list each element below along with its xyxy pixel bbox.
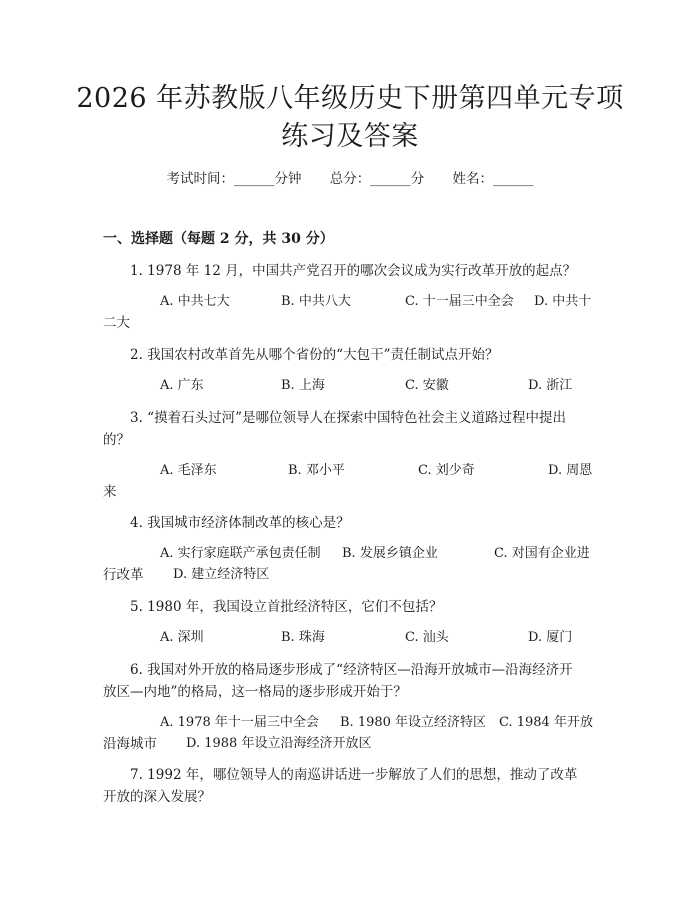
option-c: C. 对国有企业进: [494, 546, 590, 561]
question-4-text: 4. 我国城市经济体制改革的核心是？: [130, 515, 350, 531]
option-a: A. 实行家庭联产承包责任制: [160, 546, 321, 561]
student-name-field: 姓名：______: [452, 171, 534, 187]
question-5-text: 5. 1980 年，我国设立首批经济特区，它们不包括？: [130, 599, 443, 615]
question-1-text: 1. 1978 年 12 月，中国共产党召开的哪次会议成为实行改革开放的起点？: [130, 263, 577, 279]
option-a: A. 毛泽东: [160, 463, 217, 478]
exam-time-field: 考试时间：______分钟: [166, 171, 302, 187]
section-heading: 一、选择题（每题 2 分，共 30 分）: [103, 231, 334, 247]
option-a: A. 广东: [160, 378, 204, 393]
option-b: B. 珠海: [281, 630, 325, 645]
option-d: D. 周恩: [548, 463, 593, 478]
question-7-text-cont: 开放的深入发展？: [103, 789, 211, 805]
question-6-text: 6. 我国对外开放的格局逐步形成了“经济特区—沿海开放城市—沿海经济开: [130, 662, 573, 678]
option-c: C. 刘少奇: [418, 463, 475, 478]
option-d: D. 浙江: [528, 378, 573, 393]
option-c: C. 汕头: [405, 630, 449, 645]
option-b: B. 邓小平: [288, 463, 345, 478]
question-3-text-cont: 的？: [103, 432, 130, 448]
question-4-option-d: D. 建立经济特区: [173, 567, 270, 582]
document-title-line-2: 练习及答案: [281, 121, 419, 152]
option-d: D. 中共十: [534, 294, 592, 309]
question-7-text: 7. 1992 年，哪位领导人的南巡讲话进一步解放了人们的思想，推动了改革: [130, 767, 578, 783]
exam-info-row: [0, 170, 700, 188]
option-d: D. 厦门: [528, 630, 573, 645]
document-title-line-1: 2026 年苏教版八年级历史下册第四单元专项: [76, 83, 624, 114]
option-a: A. 深圳: [160, 630, 204, 645]
option-b: B. 发展乡镇企业: [342, 546, 438, 561]
question-6-option-wrap: 沿海城市: [103, 736, 157, 752]
option-c: C. 安徽: [405, 378, 449, 393]
option-b: B. 中共八大: [281, 294, 351, 309]
total-score-field: 总分：______分: [329, 171, 425, 187]
question-6-option-d: D. 1988 年设立沿海经济开放区: [186, 736, 372, 751]
option-a: A. 中共七大: [160, 294, 230, 309]
question-3-text: 3. “摸着石头过河”是哪位领导人在探索中国特色社会主义道路过程中提出: [130, 410, 566, 426]
option-b: B. 1980 年设立经济特区: [340, 715, 487, 730]
option-c: C. 1984 年开放: [499, 715, 593, 730]
question-4-option-wrap: 行改革: [103, 567, 144, 583]
option-c: C. 十一届三中全会: [405, 294, 514, 309]
question-1-option-wrap: 二大: [103, 315, 130, 331]
question-2-text: 2. 我国农村改革首先从哪个省份的“大包干”责任制试点开始？: [130, 347, 499, 363]
option-a: A. 1978 年十一届三中全会: [160, 715, 319, 730]
question-6-text-cont: 放区—内地”的格局，这一格局的逐步形成开始于？: [103, 684, 407, 700]
question-3-option-wrap: 来: [103, 484, 117, 500]
option-b: B. 上海: [281, 378, 325, 393]
